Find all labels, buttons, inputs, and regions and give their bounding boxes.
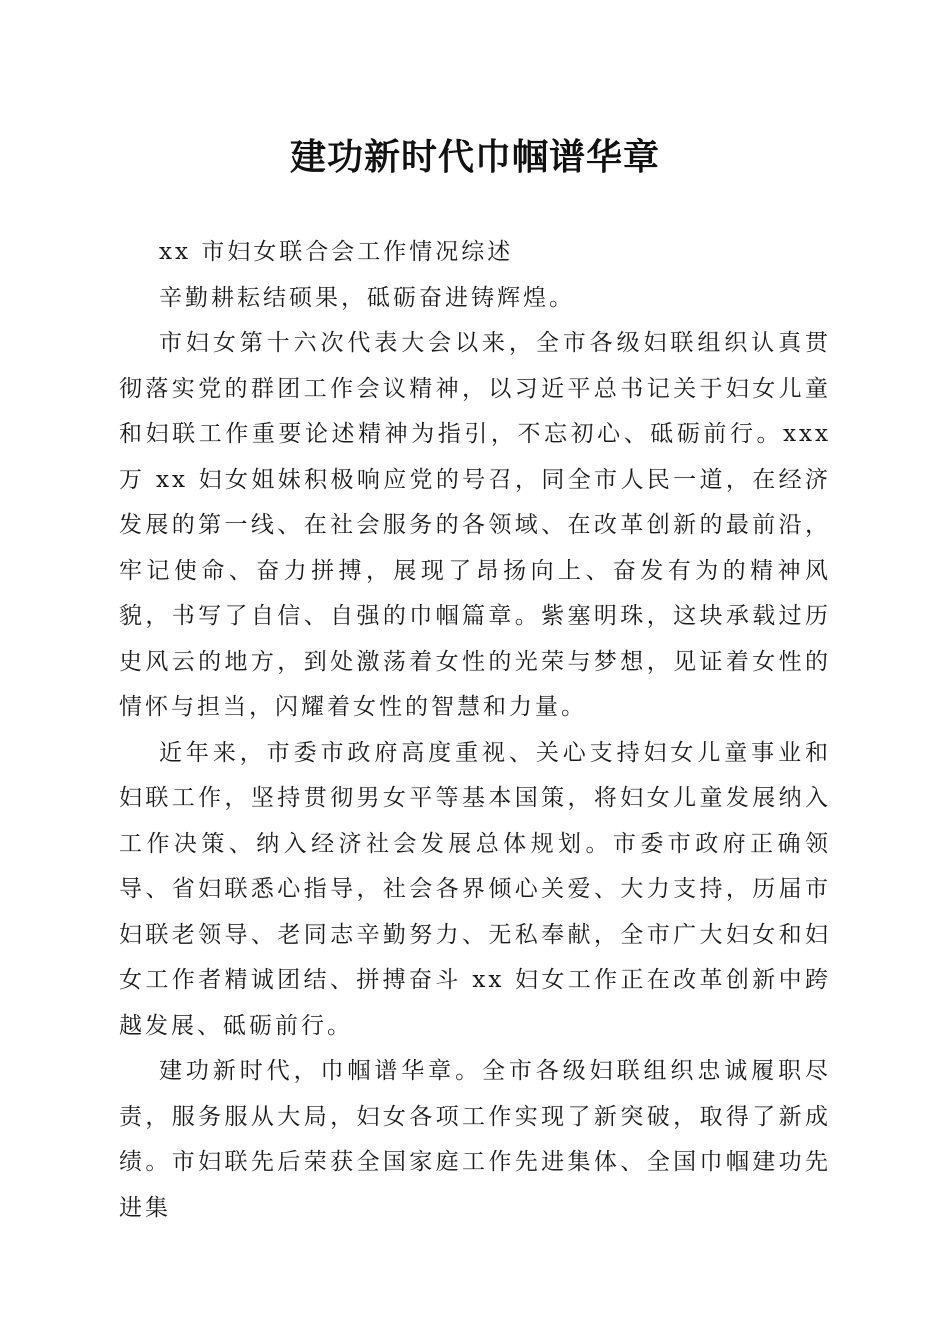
document-body bbox=[119, 230, 831, 1231]
paragraph-slogan: 辛勤耕耘结硕果，砥砺奋进铸辉煌。 bbox=[159, 284, 575, 311]
paragraph-subtitle: xx 市妇女联合会工作情况综述 bbox=[159, 239, 514, 265]
paragraph-support: 近年来，市委市政府高度重视、关心支持妇女儿童事业和妇联工作，坚持贯彻男女平等基本国策，将妇女儿童发展纳入工作决策、纳入经济社会发展总体规划。市委市政府正确领导、省妇联悉心指导，社会各界倾心关爱、大力支持，历届市妇联老领导、老同志辛勤努力、无私奉献，全市广大妇女和妇女工作者精诚团结、拼搏奋斗 xx 妇女工作正在改革创新中跨越发展、砥砺前行。 bbox=[119, 739, 831, 1039]
paragraph-achievements: 建功新时代，巾帼谱华章。全市各级妇联组织忠诚履职尽责，服务服从大局，妇女各项工作实现了新突破，取得了新成绩。市妇联先后荣获全国家庭工作先进集体、全国巾帼建功先进集 bbox=[119, 1058, 831, 1221]
paragraph-overview: 市妇女第十六次代表大会以来，全市各级妇联组织认真贯彻落实党的群团工作会议精神，以习近平总书记关于妇女儿童和妇联工作重要论述精神为指引，不忘初心、砥砺前行。xxx 万 xx 妇女姐妹积极响应党的号召，同全市人民一道，在经济发展的第一线、在社会服务的各领域、在改革创新的最前沿，牢记使命、奋力拼搏，展现了昂扬向上、奋发有为的精神风貌，书写了自信、自强的巾帼篇章。紫塞明珠，这块承载过历史风云的地方，到处激荡着女性的光荣与梦想，见证着女性的情怀与担当，闪耀着女性的智慧和力量。 bbox=[119, 330, 831, 720]
document-title: 建功新时代巾帼谱华章 bbox=[289, 136, 660, 178]
